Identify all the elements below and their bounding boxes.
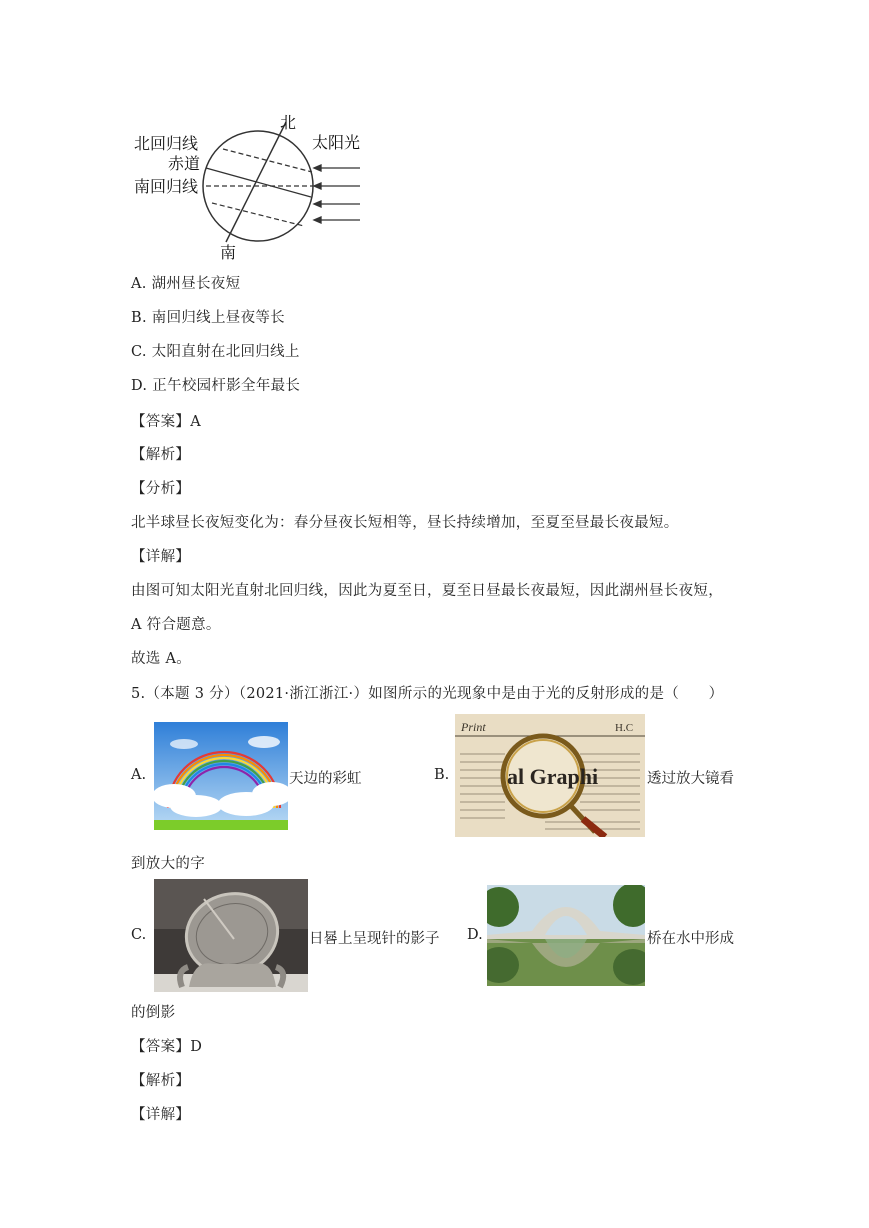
- q5-option-a-letter: A.: [131, 767, 147, 783]
- north-label: 北: [280, 113, 297, 132]
- q4-option-a: A. 湖州昼长夜短: [131, 276, 241, 292]
- q4-fenxi-heading: 【分析】: [131, 481, 191, 497]
- q5-option-b-text: 透过放大镜看: [647, 771, 734, 787]
- sunlight-arrows: [314, 165, 360, 223]
- bridge-image: [487, 885, 645, 986]
- svg-text:Print: Print: [461, 720, 486, 734]
- q4-option-b: B. 南回归线上昼夜等长: [131, 310, 285, 326]
- q5-option-d-text: 桥在水中形成: [647, 931, 734, 947]
- q5-analysis-heading: 【解析】: [131, 1073, 191, 1089]
- sundial-image: [154, 879, 308, 992]
- earth-sunlight-diagram: [128, 108, 378, 268]
- sunlight-label: 太阳光: [312, 133, 361, 152]
- q5-option-d-letter: D.: [467, 927, 483, 943]
- q4-option-c: C. 太阳直射在北回归线上: [131, 344, 300, 360]
- q5-question: 5.（本题 3 分）（2021·浙江浙江·）如图所示的光现象中是由于光的反射形成的是（ ）: [131, 686, 724, 702]
- rainbow-image: [154, 722, 288, 830]
- q5-option-b-continuation: 到放大的字: [131, 856, 205, 872]
- q5-option-c-letter: C.: [131, 927, 147, 943]
- q5-option-c-text: 日晷上呈现针的影子: [309, 931, 440, 947]
- q4-fenxi-text: 北半球昼长夜短变化为：春分昼夜长短相等，昼长持续增加，至夏至昼最长夜最短。: [131, 515, 679, 531]
- q5-detail-heading: 【详解】: [131, 1107, 191, 1123]
- tropic-cancer-label: 北回归线: [134, 134, 199, 153]
- q4-option-d: D. 正午校园杆影全年最长: [131, 378, 301, 394]
- equator-line: [206, 168, 311, 197]
- q5-option-a-text: 天边的彩虹: [289, 771, 362, 787]
- q4-analysis-heading: 【解析】: [131, 447, 191, 463]
- q5-option-d-continuation: 的倒影: [131, 1005, 176, 1021]
- q4-choose: 故选 A。: [131, 651, 192, 667]
- q4-detail-heading: 【详解】: [131, 549, 191, 565]
- svg-text:al Graphi: al Graphi: [507, 764, 599, 789]
- magnifier-image: [455, 714, 645, 837]
- svg-text:H.C: H.C: [615, 722, 634, 734]
- q5-answer: 【答案】D: [131, 1039, 203, 1055]
- equator-label: 赤道: [168, 154, 201, 173]
- q5-option-b-letter: B.: [434, 767, 450, 783]
- south-label: 南: [220, 243, 237, 262]
- q4-answer: 【答案】A: [131, 414, 201, 430]
- q4-detail-text-1: 由图可知太阳光直射北回归线，因此为夏至日，夏至日昼最长夜最短，因此湖州昼长夜短，: [131, 583, 723, 599]
- q4-detail-text-2: A 符合题意。: [131, 617, 221, 633]
- tropic-capricorn-label: 南回归线: [134, 177, 199, 196]
- tropic-capricorn-line: [212, 203, 304, 226]
